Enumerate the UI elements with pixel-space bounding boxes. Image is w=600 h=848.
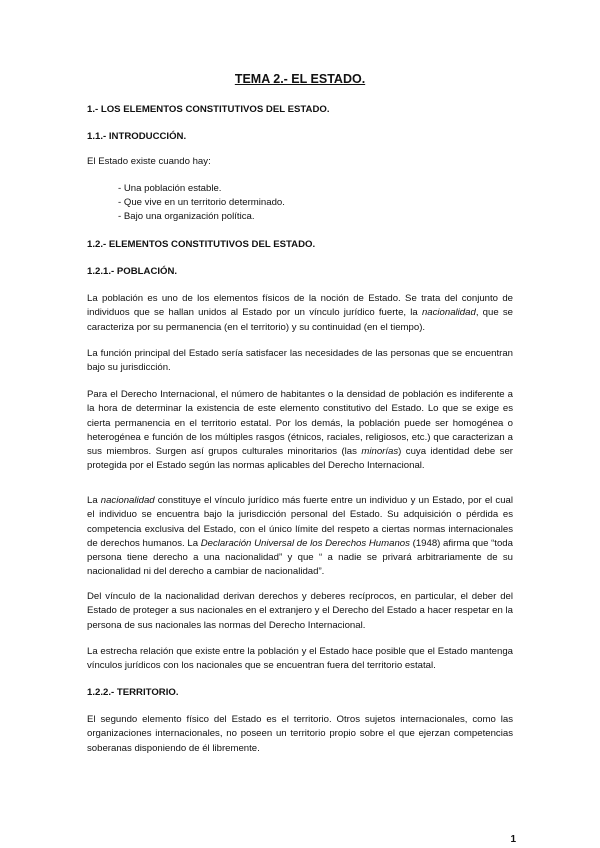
paragraph-vinculo: Del vínculo de la nacionalidad derivan derechos y deberes recíprocos, en particular, el deber del Estado de proteger a sus nacionales en el extranjero y el Derecho del Estado a hacer respetar en la persona de sus nacionales las normas del Derecho Internacional. [87, 591, 513, 631]
section-heading-1: 1.- LOS ELEMENTOS CONSTITUTIVOS DEL ESTADO. [87, 104, 330, 115]
section-heading-1-1: 1.1.- INTRODUCCIÓN. [87, 131, 187, 142]
list-item: - Que vive en un territorio determinado. [118, 197, 285, 208]
paragraph-relacion: La estrecha relación que existe entre la población y el Estado hace posible que el Estado mantenga vínculos jurídicos con los nacionales que se encuentran fuera del territorio estatal. [87, 646, 513, 672]
section-heading-1-2-2: 1.2.2.- TERRITORIO. [87, 687, 179, 698]
page-number: 1 [510, 834, 516, 845]
section-heading-1-2-1: 1.2.1.- POBLACIÓN. [87, 266, 178, 277]
list-item: - Bajo una organización política. [118, 211, 255, 222]
section-heading-1-2: 1.2.- ELEMENTOS CONSTITUTIVOS DEL ESTADO. [87, 239, 316, 250]
paragraph-territorio: El segundo elemento físico del Estado es el territorio. Otros sujetos internacionales, como las organizaciones internacionales, no poseen un territorio propio sobre el que ejerzan competencias soberanas disponiendo de él libremente. [87, 714, 513, 754]
list-item: - Una población estable. [118, 183, 222, 194]
paragraph-poblacion: La población es uno de los elementos físicos de la noción de Estado. Se trata del conjunto de individuos que se hallan unidos al Estado por un vínculo jurídico fuerte, la nacionalidad, que se caracteriza por su permanencia (en el territorio) y su continuidad (en el tiempo). [87, 293, 513, 333]
paragraph-nacionalidad: La nacionalidad constituye el vínculo jurídico más fuerte entre un individuo y un Estado, por el cual el individuo se encuentra bajo la jurisdicción personal del Estado. Su adquisición o pérdida es competencia exclusiva del Estado, con el único límite del respeto a ciertas normas internacionales de derechos humanos. La Declaración Universal de los Derechos Humanos (1948) afirma que “toda persona tiene derecho a una nacionalidad” y que “ a nadie se privará arbitrariamente de su nacionalidad ni del derecho a cambiar de nacionalidad”. [87, 495, 513, 578]
document-title: TEMA 2.- EL ESTADO. [234, 72, 366, 86]
paragraph-derecho-internacional: Para el Derecho Internacional, el número de habitantes o la densidad de población es indiferente a la hora de determinar la existencia de este elemento constitutivo del Estado. Lo que se exige es cierta permanencia en el territorio estatal. Por los demás, la población puede ser homogénea o heterogénea e función de los múltiples rasgos (étnicos, raciales, religiosos, etc.) que caracterizan a sus miembros. Surgen así grupos culturales minoritarios (las minorías) cuya identidad debe ser protegida por el Estado según las normas aplicables del Derecho Internacional. [87, 389, 513, 472]
intro-text: El Estado existe cuando hay: [87, 156, 211, 167]
paragraph-funcion: La función principal del Estado sería satisfacer las necesidades de las personas que se encuentran bajo su jurisdicción. [87, 348, 513, 374]
